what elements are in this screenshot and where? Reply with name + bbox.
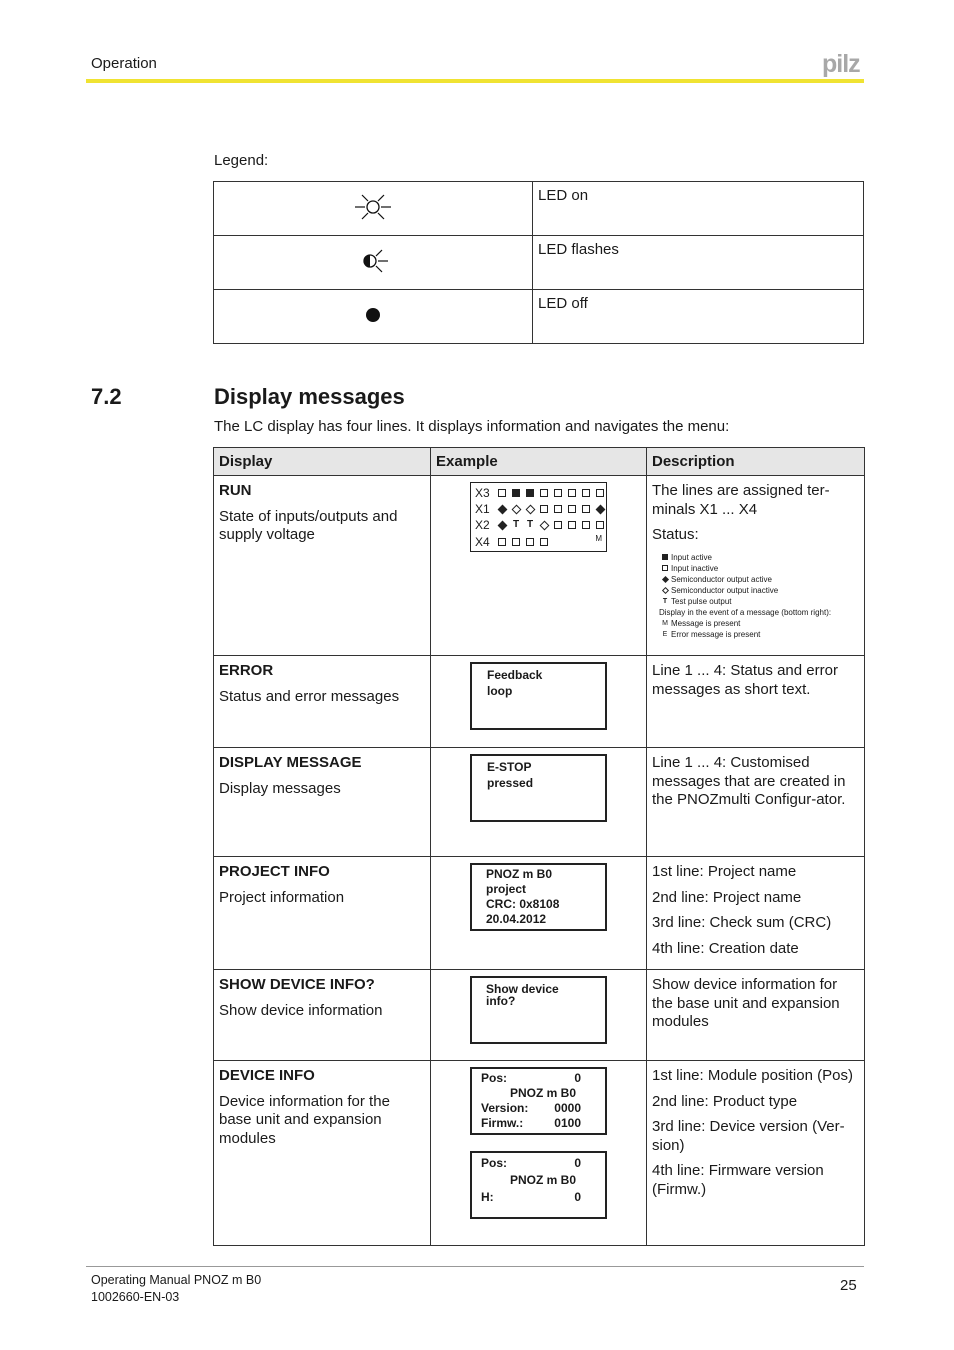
table-row bbox=[214, 970, 865, 1061]
table-row bbox=[214, 1061, 865, 1246]
display-cell bbox=[214, 748, 431, 857]
led-flashes-icon bbox=[353, 244, 393, 278]
led-on-icon bbox=[353, 190, 393, 224]
table-header-row bbox=[214, 448, 865, 476]
description-text: Show device information for the base unit and expansion modules bbox=[652, 976, 840, 1030]
description-cell bbox=[647, 656, 865, 748]
section-number: 7.2 bbox=[91, 384, 122, 409]
legend-text: LED flashes bbox=[533, 236, 864, 290]
display-cell bbox=[214, 1061, 431, 1246]
display-name: DEVICE INFO bbox=[219, 1067, 315, 1084]
example-cell bbox=[431, 656, 647, 748]
section-title: Display messages bbox=[214, 384, 405, 409]
lcd-row-label: X3 bbox=[475, 485, 490, 500]
description-text: Line 1 ... 4: Customised messages that are created in the PNOZmulti Configur-ator. bbox=[652, 754, 846, 808]
lcd-example: Show device info? bbox=[470, 976, 607, 1044]
display-messages-table bbox=[213, 447, 865, 1246]
display-cell bbox=[214, 476, 431, 656]
pilz-logo bbox=[820, 48, 864, 78]
display-subtitle: Status and error messages bbox=[219, 687, 400, 705]
display-name: SHOW DEVICE INFO? bbox=[219, 976, 375, 993]
description-text: 1st line: Project name bbox=[652, 863, 797, 880]
display-subtitle: State of inputs/outputs and supply voltage bbox=[219, 507, 398, 543]
description-text: 3rd line: Device version (Ver-sion) bbox=[652, 1118, 845, 1154]
display-name: DISPLAY MESSAGE bbox=[219, 754, 362, 771]
section-intro: The LC display has four lines. It displays information and navigates the menu: bbox=[214, 418, 730, 435]
example-cell bbox=[431, 970, 647, 1061]
header-section-title: Operation bbox=[91, 55, 157, 72]
display-cell bbox=[214, 857, 431, 970]
description-text: 3rd line: Check sum (CRC) bbox=[652, 914, 832, 931]
footer-document-number: 1002660-EN-03 bbox=[91, 1290, 180, 1304]
lcd-row-label: X2 bbox=[475, 517, 490, 532]
table-row bbox=[214, 656, 865, 748]
description-text: 4th line: Creation date bbox=[652, 939, 799, 957]
lcd-example: PNOZ m B0 project CRC: 0x8108 20.04.2012 bbox=[470, 863, 607, 931]
display-subtitle: Device information for the base unit and expansion modules bbox=[219, 1092, 390, 1147]
legend-symbol-cell bbox=[214, 236, 533, 290]
lcd-row-x1 bbox=[475, 502, 607, 516]
display-cell bbox=[214, 970, 431, 1061]
column-header: Description bbox=[647, 448, 865, 476]
lcd-example-device-b: Pos: 0 PNOZ m B0 H: 0 bbox=[470, 1151, 607, 1219]
table-row bbox=[214, 857, 865, 970]
example-cell bbox=[431, 857, 647, 970]
description-text: 2nd line: Project name bbox=[652, 888, 802, 906]
example-cell bbox=[431, 748, 647, 857]
description-cell bbox=[647, 1061, 865, 1246]
description-text: 4th line: Firmware version (Firmw.) bbox=[652, 1162, 824, 1198]
lcd-row-label: X1 bbox=[475, 501, 490, 516]
legend-row bbox=[214, 290, 864, 344]
column-header: Display bbox=[214, 448, 431, 476]
page-number: 25 bbox=[840, 1277, 857, 1294]
lcd-row-x3 bbox=[475, 486, 607, 500]
description-text: Status: bbox=[652, 526, 699, 543]
display-subtitle: Project information bbox=[219, 888, 345, 906]
display-name: ERROR bbox=[219, 662, 274, 679]
led-off-icon bbox=[353, 298, 393, 332]
legend-symbol-cell bbox=[214, 182, 533, 236]
display-name: PROJECT INFO bbox=[219, 863, 330, 880]
table-row bbox=[214, 748, 865, 857]
legend-table bbox=[213, 181, 864, 344]
column-header: Example bbox=[431, 448, 647, 476]
table-row bbox=[214, 476, 865, 656]
lcd-message-flag: M bbox=[595, 533, 602, 543]
lcd-example: Feedback loop bbox=[470, 662, 607, 730]
description-cell bbox=[647, 857, 865, 970]
status-key: Input active Input inactive Semiconductor output active Semiconductor output inactive T Test pulse output Display in the event of a message (bottom right): M Message is present E Error message is present bbox=[659, 552, 832, 639]
legend-label: Legend: bbox=[214, 152, 269, 169]
run-lcd-example bbox=[470, 482, 607, 552]
description-text: Line 1 ... 4: Status and error messages as short text. bbox=[652, 662, 838, 698]
description-text: 1st line: Module position (Pos) bbox=[652, 1067, 853, 1084]
lcd-row-x2: X2 T T bbox=[475, 518, 607, 532]
description-cell bbox=[647, 748, 865, 857]
description-text: The lines are assigned ter-minals X1 ... X4 bbox=[652, 482, 830, 518]
display-subtitle: Display messages bbox=[219, 779, 341, 797]
description-cell bbox=[647, 970, 865, 1061]
legend-symbol-cell bbox=[214, 290, 533, 344]
legend-text: LED off bbox=[533, 290, 864, 344]
example-cell bbox=[431, 476, 647, 656]
pilz-logo-text: pilz bbox=[822, 50, 860, 78]
legend-text: LED on bbox=[533, 182, 864, 236]
display-subtitle: Show device information bbox=[219, 1001, 383, 1019]
display-name: RUN bbox=[219, 482, 252, 499]
lcd-example: E-STOP pressed bbox=[470, 754, 607, 822]
header-rule bbox=[86, 79, 864, 83]
footer-rule bbox=[86, 1266, 864, 1267]
example-cell bbox=[431, 1061, 647, 1246]
legend-row bbox=[214, 236, 864, 290]
lcd-row-label: X4 bbox=[475, 534, 490, 549]
description-cell bbox=[647, 476, 865, 656]
lcd-example-device-a: Pos: 0 PNOZ m B0 Version: 0000 Firmw.: 0100 bbox=[470, 1067, 607, 1135]
display-cell bbox=[214, 656, 431, 748]
footer-manual-title: Operating Manual PNOZ m B0 bbox=[91, 1273, 262, 1287]
description-text: 2nd line: Product type bbox=[652, 1092, 798, 1110]
lcd-row-x4 bbox=[475, 535, 551, 549]
legend-row bbox=[214, 182, 864, 236]
